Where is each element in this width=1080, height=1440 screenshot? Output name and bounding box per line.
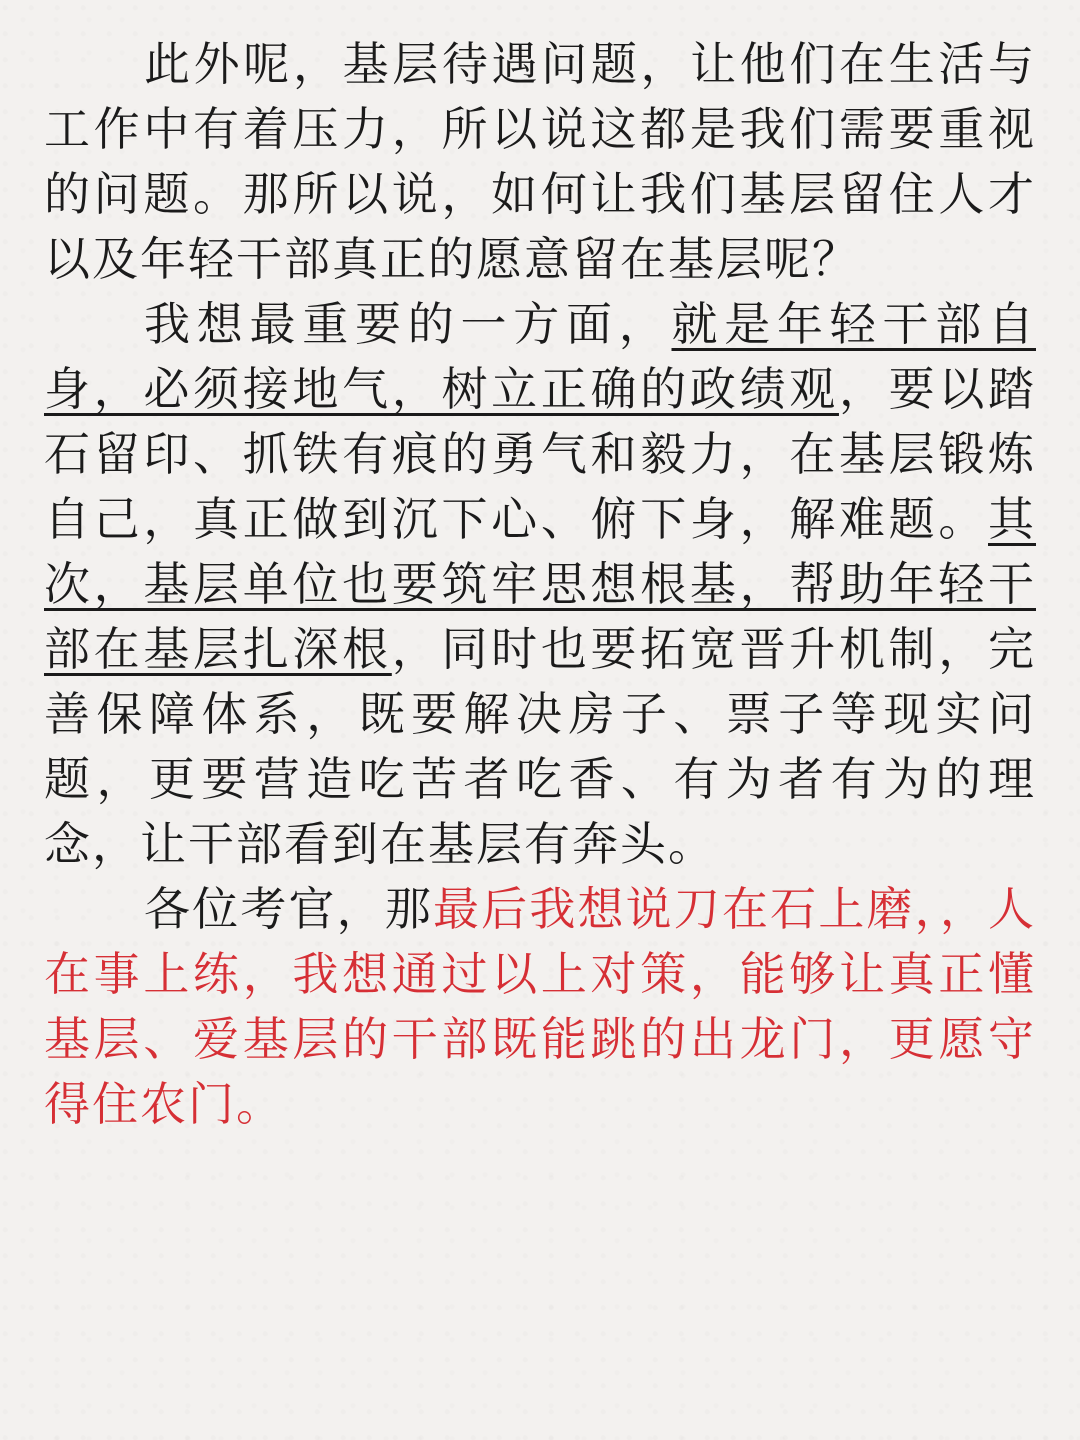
paragraph-2-part-2: ，要以踏石留印、抓铁有痕的勇气和毅力，在基层锻炼自己，真正做到沉下心、俯下身，解难题。 [44, 362, 1037, 546]
paragraph-3 [44, 877, 1036, 1137]
paragraph-3-part-1: 各位考官，那 [144, 882, 433, 936]
paragraph-2-part-1: 我想最重要的一方面， [144, 297, 672, 351]
underlined-phrase-2: 其次，基层单位也要筑牢思想根基，帮助年轻干部在基层扎深根 [44, 492, 1036, 676]
underlined-phrase-1: 就是年轻干部自身，必须接地气，树立正确的政绩观 [44, 297, 1036, 416]
paragraph-1 [44, 32, 1036, 292]
paragraph-2 [44, 292, 1036, 877]
paragraph-2-part-3: ，同时也要拓宽晋升机制，完善保障体系，既要解决房子、票子等现实问题，更要营造吃苦者吃香、有为者有为的理念，让干部看到在基层有奔头。 [44, 622, 1037, 871]
red-highlight-text: 最后我想说刀在石上磨，，人在事上练，我想通过以上对策，能够让真正懂基层、爱基层的干部既能跳的出龙门，更愿守得住农门。 [44, 882, 1037, 1131]
paragraph-1-text: 此外呢，基层待遇问题，让他们在生活与工作中有着压力，所以说这都是我们需要重视的问题。那所以说，如何让我们基层留住人才以及年轻干部真正的愿意留在基层呢？ [44, 37, 1036, 286]
